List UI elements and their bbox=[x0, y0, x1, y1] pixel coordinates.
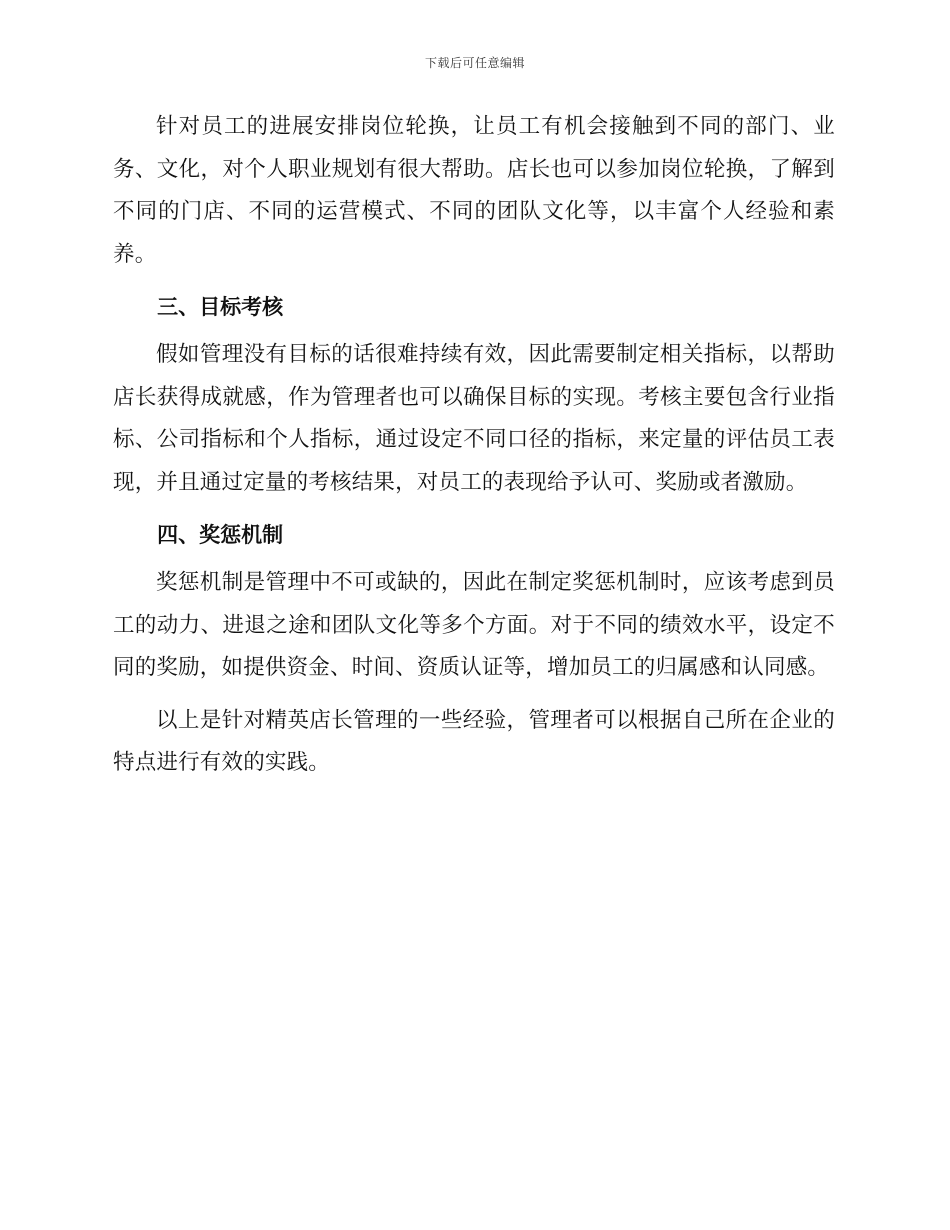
document-body bbox=[113, 106, 835, 785]
paragraph-conclusion: 以上是针对精英店长管理的一些经验，管理者可以根据自己所在企业的特点进行有效的实践。 bbox=[113, 707, 835, 775]
page-header: 下载后可任意编辑 bbox=[424, 56, 525, 70]
section-heading-goal-assessment: 三、目标考核 bbox=[157, 295, 284, 319]
paragraph-job-rotation: 针对员工的进展安排岗位轮换，让员工有机会接触到不同的部门、业务、文化，对个人职业规划有很大帮助。店长也可以参加岗位轮换，了解到不同的门店、不同的运营模式、不同的团队文化等，以丰富个人经验和素养。 bbox=[113, 114, 835, 267]
paragraph-reward-punishment: 奖惩机制是管理中不可或缺的，因此在制定奖惩机制时，应该考虑到员工的动力、进退之途和团队文化等多个方面。对于不同的绩效水平，设定不同的奖励，如提供资金、时间、资质认证等，增加员工的归属感和认同感。 bbox=[113, 570, 835, 680]
section-heading-reward-punishment: 四、奖惩机制 bbox=[157, 523, 284, 547]
paragraph-goal-assessment: 假如管理没有目标的话很难持续有效，因此需要制定相关指标，以帮助店长获得成就感，作为管理者也可以确保目标的实现。考核主要包含行业指标、公司指标和个人指标，通过设定不同口径的指标，来定量的评估员工表现，并且通过定量的考核结果，对员工的表现给予认可、奖励或者激励。 bbox=[113, 342, 835, 495]
